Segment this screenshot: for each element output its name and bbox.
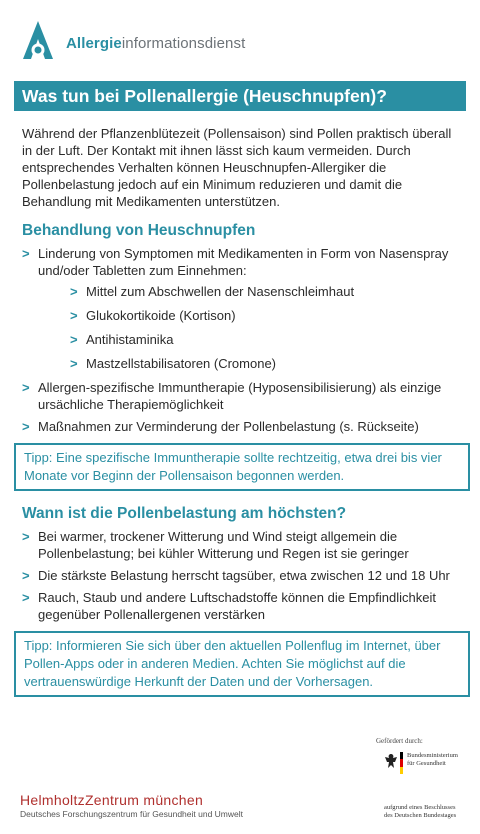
list-item: > Mittel zum Abschwellen der Nasenschleimhaut	[70, 283, 462, 300]
list-item-text: Linderung von Symptomen mit Medikamenten in Form von Nasenspray und/oder Tabletten zum Einnehmen:	[38, 246, 449, 278]
treatment-list	[22, 245, 462, 435]
header	[20, 18, 245, 68]
brand-name	[66, 35, 245, 52]
page-title: Was tun bei Pollenallergie (Heuschnupfen)?	[14, 81, 466, 111]
intro-paragraph: Während der Pflanzenblütezeit (Pollensaison) sind Pollen praktisch überall in der Luft. Der Kontakt mit ihnen lässt sich kaum vermeiden. Durch entsprechendes Verhalten können Heuschnupfen-Allergiker die Pollenbelastung jedoch auf ein Minimum reduzieren und damit die Behandlung mit Medikamenten unterstützen.	[22, 126, 452, 209]
list-item: > Die stärkste Belastung herrscht tagsüber, etwa zwischen 12 und 18 Uhr	[22, 567, 462, 584]
medication-sublist	[70, 283, 462, 372]
allergy-logo-icon	[20, 19, 56, 68]
pollen-peak-list	[22, 528, 462, 623]
helmholtz-name: HelmholtzZentrum münchen	[20, 792, 204, 808]
ministry-line-1: Bundesministerium	[407, 752, 458, 759]
list-item: > Rauch, Staub und andere Luftschadstoffe können die Empfindlichkeit gegenüber Pollenallergenen verstärken	[22, 589, 462, 623]
ministry-line-2: für Gesundheit	[407, 760, 446, 767]
ministry-name	[407, 752, 458, 768]
list-item	[22, 245, 462, 372]
main-content	[22, 125, 462, 711]
federal-eagle-icon	[384, 752, 398, 772]
german-flag-icon	[400, 752, 403, 774]
bundestag-line-1: aufgrund eines Beschlusses	[384, 804, 456, 811]
tip-box-pollen-info: Tipp: Informieren Sie sich über den aktuellen Pollenflug im Internet, über Pollen-Apps oder in anderen Medien. Achten Sie möglichst auf die vertrauenswürdige Herkunft der Daten und der Vorhersagen.	[14, 631, 470, 697]
list-item: > Bei warmer, trockener Witterung und Wind steigt allgemein die Pollenbelastung; bei kühler Witterung und Regen ist sie geringer	[22, 528, 462, 562]
section-heading-pollen-peak: Wann ist die Pollenbelastung am höchsten?	[22, 505, 347, 522]
list-item: > Maßnahmen zur Verminderung der Pollenbelastung (s. Rückseite)	[22, 418, 462, 435]
helmholtz-logo	[20, 792, 243, 819]
brand-bold: Allergie	[66, 34, 122, 52]
bundestag-line-2: des Deutschen Bundestages	[384, 812, 457, 819]
brand-rest: informationsdienst	[121, 34, 246, 52]
list-item: > Mastzellstabilisatoren (Cromone)	[70, 355, 462, 372]
list-item: > Antihistaminika	[70, 331, 462, 348]
section-heading-treatment: Behandlung von Heuschnupfen	[22, 222, 256, 239]
helmholtz-subtitle: Deutsches Forschungszentrum für Gesundheit und Umwelt	[20, 809, 243, 819]
tip-box-immunotherapy: Tipp: Eine spezifische Immuntherapie sollte rechtzeitig, etwa drei bis vier Monate vor Beginn der Pollensaison begonnen werden.	[14, 443, 470, 491]
list-item: > Allergen-spezifische Immuntherapie (Hyposensibilisierung) als einzige ursächliche Therapiemöglichkeit	[22, 379, 462, 413]
bundestag-note	[384, 804, 456, 820]
ministry-logo	[384, 752, 458, 774]
list-item: > Glukokortikoide (Kortison)	[70, 307, 462, 324]
funded-by-label: Gefördert durch:	[376, 737, 423, 745]
